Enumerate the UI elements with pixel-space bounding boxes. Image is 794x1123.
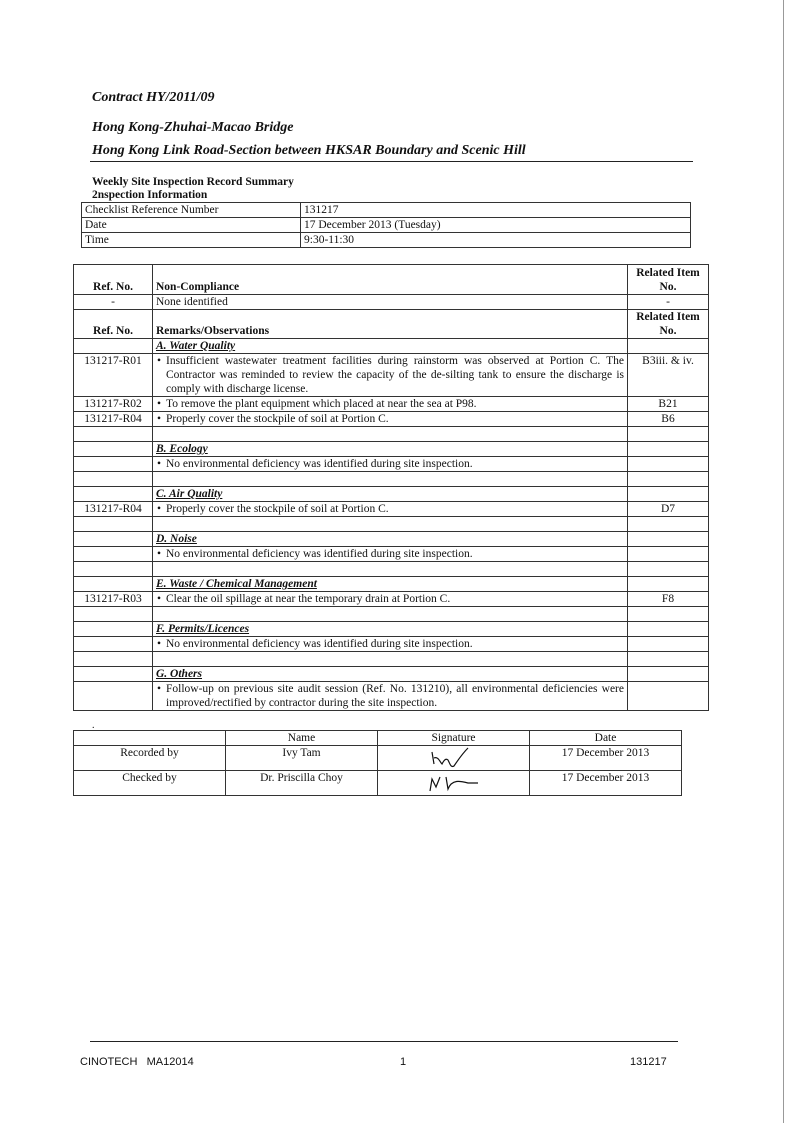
project-title: Hong Kong-Zhuhai-Macao Bridge — [92, 120, 294, 135]
category-noise: D. Noise — [153, 532, 628, 547]
blank-row — [74, 517, 709, 532]
related-item-header: Related Item No. — [628, 265, 709, 295]
role-cell: Checked by — [74, 771, 226, 796]
info-row — [82, 218, 691, 233]
table-row — [74, 457, 709, 472]
info-value: 17 December 2013 (Tuesday) — [301, 218, 691, 233]
table-row — [74, 354, 709, 397]
item-cell: B21 — [628, 397, 709, 412]
info-title: 2nspection Information — [92, 189, 208, 201]
ref-cell: 131217-R01 — [74, 354, 153, 397]
observations-table — [73, 264, 709, 711]
item-cell: F8 — [628, 592, 709, 607]
info-label: Date — [82, 218, 301, 233]
blank-row — [74, 652, 709, 667]
role-cell: Recorded by — [74, 746, 226, 771]
ref-cell: - — [74, 295, 153, 310]
signature-image — [378, 771, 530, 796]
signoff-table — [73, 730, 682, 796]
related-item-header: Related Item No. — [628, 310, 709, 339]
category-others: G. Others — [153, 667, 628, 682]
category-waste: E. Waste / Chemical Management — [153, 577, 628, 592]
category-ecology: B. Ecology — [153, 442, 628, 457]
blank-row — [74, 562, 709, 577]
ref-header: Ref. No. — [74, 265, 153, 295]
signature-image — [378, 746, 530, 771]
footer-reference: 131217 — [630, 1056, 667, 1068]
table-row — [74, 682, 709, 711]
header-rule — [90, 161, 693, 162]
blank-row — [74, 607, 709, 622]
info-label: Time — [82, 233, 301, 248]
remark-text: • Follow-up on previous site audit session (Ref. No. 131210), all environmental deficiencies were improved/rectified by contractor during the site inspection. — [166, 682, 624, 710]
info-value: 131217 — [301, 203, 691, 218]
page-number: 1 — [400, 1056, 407, 1068]
info-value: 9:30-11:30 — [301, 233, 691, 248]
date-cell: 17 December 2013 — [530, 746, 682, 771]
item-cell: B6 — [628, 412, 709, 427]
info-row — [82, 233, 691, 248]
remark-text: • To remove the plant equipment which placed at near the sea at P98. — [166, 397, 624, 411]
remark-text: • No environmental deficiency was identified during site inspection. — [166, 637, 624, 651]
signature-icon — [424, 746, 484, 770]
category-row — [74, 577, 709, 592]
section-title: Hong Kong Link Road-Section between HKSAR Boundary and Scenic Hill — [92, 143, 526, 158]
remarks-header-row — [74, 310, 709, 339]
summary-title: Weekly Site Inspection Record Summary — [92, 176, 294, 188]
blank-row — [74, 427, 709, 442]
name-header: Name — [226, 731, 378, 746]
inspection-info-table — [81, 202, 691, 248]
recorded-row — [74, 746, 682, 771]
footer-company: CINOTECH MA12014 — [80, 1056, 194, 1068]
remark-text: • No environmental deficiency was identified during site inspection. — [166, 457, 624, 471]
date-header: Date — [530, 731, 682, 746]
item-cell: D7 — [628, 502, 709, 517]
scan-edge — [783, 0, 784, 1123]
category-water-quality: A. Water Quality — [153, 339, 628, 354]
checked-row — [74, 771, 682, 796]
category-row — [74, 442, 709, 457]
footer-rule — [90, 1041, 678, 1042]
remark-text: • Properly cover the stockpile of soil at Portion C. — [166, 502, 624, 516]
table-row — [74, 637, 709, 652]
remarks-header: Remarks/Observations — [153, 310, 628, 339]
remark-text: • Insufficient wastewater treatment facilities during rainstorm was observed at Portion C. The Contractor was reminded to review the capacity of the de-silting tank to ensure the discharge is comply with discharge license. — [166, 354, 624, 396]
table-row — [74, 547, 709, 562]
blank-row — [74, 472, 709, 487]
name-cell: Ivy Tam — [226, 746, 378, 771]
table-row — [74, 592, 709, 607]
ref-header: Ref. No. — [74, 310, 153, 339]
remark-text: • Properly cover the stockpile of soil at Portion C. — [166, 412, 624, 426]
table-row — [74, 295, 709, 310]
date-cell: 17 December 2013 — [530, 771, 682, 796]
stray-mark: . — [92, 720, 95, 731]
category-air-quality: C. Air Quality — [153, 487, 628, 502]
noncompliance-header-row — [74, 265, 709, 295]
info-row — [82, 203, 691, 218]
item-cell: - — [628, 295, 709, 310]
contract-title: Contract HY/2011/09 — [92, 90, 215, 105]
table-row — [74, 502, 709, 517]
table-row — [74, 412, 709, 427]
category-row — [74, 622, 709, 637]
signature-header: Signature — [378, 731, 530, 746]
category-row — [74, 487, 709, 502]
noncompliance-header: Non-Compliance — [153, 265, 628, 295]
signature-icon — [424, 771, 484, 795]
remark-text: • Clear the oil spillage at near the temporary drain at Portion C. — [166, 592, 624, 606]
ref-cell: 131217-R03 — [74, 592, 153, 607]
ref-cell: 131217-R04 — [74, 502, 153, 517]
name-cell: Dr. Priscilla Choy — [226, 771, 378, 796]
ref-cell: 131217-R04 — [74, 412, 153, 427]
ref-cell: 131217-R02 — [74, 397, 153, 412]
item-cell: B3iii. & iv. — [628, 354, 709, 397]
table-row — [74, 397, 709, 412]
category-row — [74, 667, 709, 682]
signoff-header-row — [74, 731, 682, 746]
text-cell: None identified — [153, 295, 628, 310]
remark-text: • No environmental deficiency was identified during site inspection. — [166, 547, 624, 561]
category-row — [74, 532, 709, 547]
info-label: Checklist Reference Number — [82, 203, 301, 218]
category-row — [74, 339, 709, 354]
category-permits: F. Permits/Licences — [153, 622, 628, 637]
